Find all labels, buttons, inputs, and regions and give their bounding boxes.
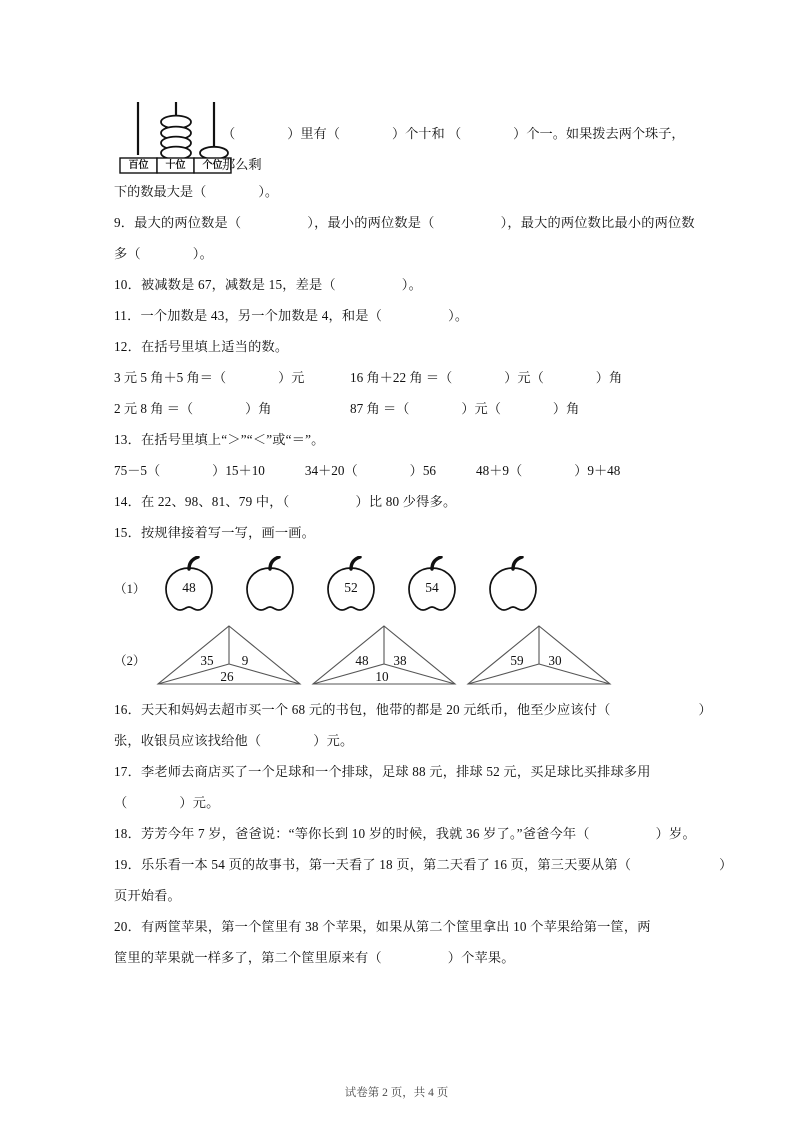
q12-r2-left-text: 2 元 8 角 ＝（	[114, 401, 194, 416]
q12-r2-right-text: 87 角 ＝（	[350, 401, 410, 416]
triangle-sequence	[154, 624, 614, 688]
q8-text-d: ）个一。如果拨去两个珠子，那么剩	[222, 126, 685, 172]
question-13-row	[114, 455, 690, 486]
question-19-line2: 页开始看。	[114, 888, 181, 903]
triangle-1-right: 9	[241, 653, 249, 668]
abacus-label-hundreds: 百位	[128, 160, 149, 171]
q8-text-a: （	[222, 126, 236, 141]
q18-text-a: 18．芳芳今年 7 岁，爸爸说：“等你长到 10 岁的时候，我就 36 岁了。”爸爸今年（	[114, 826, 590, 841]
q9-text-a: 9．最大的两位数是（	[114, 215, 242, 230]
q18-text-b: ）岁。	[655, 826, 696, 841]
q9-text-c: ），最大的两位数比最小的两位数	[500, 215, 695, 230]
q12-r1-left-end: ）元	[278, 370, 305, 385]
q16-text-c: 张，收银员应该找给他（	[114, 733, 262, 748]
question-8	[114, 96, 690, 207]
q8-text-b: ）里有（	[287, 126, 340, 141]
q12-r2-right-end: ）角	[552, 401, 580, 416]
question-9-line1	[114, 207, 695, 238]
q13-c3-right: ）9＋48	[574, 463, 621, 478]
question-16-line1	[114, 694, 712, 725]
question-17-line1: 17．李老师去商店买了一个足球和一个排球，足球 88 元，排球 52 元，买足球比买排球多用	[114, 764, 651, 779]
triangle-3-right: 30	[548, 653, 562, 668]
question-16-line2	[114, 725, 690, 756]
apple-item-3[interactable]	[320, 556, 382, 616]
q12-r2-right-mid: ）元（	[461, 401, 501, 416]
triangle-item-1[interactable]	[154, 624, 304, 688]
page-footer: 试卷第 2 页，共 4 页	[344, 1087, 449, 1099]
apple-value-3: 52	[344, 580, 358, 595]
q8-text-c: ）个十和 （	[391, 126, 462, 141]
q19-text-b: ）	[719, 857, 733, 872]
question-17-line2	[114, 787, 690, 818]
q12-r1-right-text: 16 角＋22 角 ＝（	[350, 370, 453, 385]
apple-sequence	[158, 556, 578, 618]
triangle-2-right: 38	[393, 653, 407, 668]
q19-text-a: 19．乐乐看一本 54 页的故事书，第一天看了 18 页，第二天看了 16 页，第三天要从第（	[114, 857, 632, 872]
triangle-item-2[interactable]	[309, 624, 459, 688]
q20-text-b: ）个苹果。	[447, 950, 515, 965]
q12-r2-left	[114, 393, 350, 424]
q16-text-b: ）	[698, 702, 712, 717]
question-12-title: 12．在括号里填上适当的数。	[114, 339, 289, 354]
q13-compare-3	[476, 455, 620, 486]
question-13-title: 13．在括号里填上“＞”“＜”或“＝”。	[114, 432, 325, 447]
apple-icon	[482, 556, 544, 616]
q14-text-b: ）比 80 少得多。	[355, 494, 457, 509]
q11-text-a: 11．一个加数是 43，另一个加数是 4，和是（	[114, 308, 383, 323]
q13-c3-left: 48＋9（	[476, 463, 523, 478]
q8-text-f: ）。	[258, 184, 279, 199]
triangle-1-left: 35	[200, 653, 214, 668]
question-14	[114, 486, 690, 517]
q14-text-a: 14．在 22、98、81、79 中，（	[114, 494, 290, 509]
question-9-line2	[114, 238, 690, 269]
question-10	[114, 269, 690, 300]
question-11	[114, 300, 690, 331]
q15-sub1-label: （1）	[114, 582, 146, 596]
q13-compare-1	[114, 455, 265, 486]
apple-icon	[239, 556, 301, 616]
q11-text-b: ）。	[448, 308, 469, 323]
q9-text-d: 多（	[114, 246, 141, 261]
apple-item-2[interactable]	[239, 556, 301, 616]
triangle-item-3[interactable]	[464, 624, 614, 688]
question-12-row-1	[114, 362, 690, 393]
q13-compare-2	[305, 455, 436, 486]
question-20-line1: 20．有两筐苹果，第一个筐里有 38 个苹果，如果从第二个筐里拿出 10 个苹果给第一筐，两	[114, 919, 651, 934]
apple-item-1[interactable]	[158, 556, 220, 616]
q8-text-e: 下的数最大是（	[114, 184, 207, 199]
q13-c1-left: 75－5（	[114, 463, 161, 478]
question-8-line1	[222, 118, 692, 180]
triangle-icon	[464, 624, 614, 688]
q12-r1-left	[114, 362, 350, 393]
question-20-line2	[114, 942, 690, 973]
question-12-row-2	[114, 393, 690, 424]
q16-text-a: 16．天天和妈妈去超市买一个 68 元的书包，他带的都是 20 元纸币，他至少应该付（	[114, 702, 611, 717]
question-19-line1	[114, 849, 733, 880]
triangle-3-left: 59	[510, 653, 524, 668]
q12-r1-right-mid: ）元（	[504, 370, 544, 385]
triangle-1-bottom: 26	[220, 669, 234, 684]
question-15-title: 15．按规律接着写一写，画一画。	[114, 525, 316, 540]
worksheet-content	[114, 96, 733, 973]
question-15-sub1	[114, 556, 690, 618]
apple-item-5[interactable]	[482, 556, 544, 616]
q16-text-d: ）元。	[313, 733, 354, 748]
q10-text-a: 10．被减数是 67，减数是 15，差是（	[114, 277, 336, 292]
q15-sub2-label: （2）	[114, 654, 146, 668]
q12-r1-left-text: 3 元 5 角＋5 角＝（	[114, 370, 227, 385]
abacus-label-ones: 个位	[202, 160, 223, 171]
abacus-figure	[118, 98, 234, 174]
triangle-2-left: 48	[355, 653, 369, 668]
q17-text-a: （	[114, 795, 128, 810]
q9-text-e: ）。	[192, 246, 213, 261]
question-18	[114, 818, 696, 849]
q17-text-b: ）元。	[179, 795, 220, 810]
triangle-2-bottom: 10	[375, 669, 389, 684]
q13-c1-right: ）15＋10	[212, 463, 265, 478]
apple-value-4: 54	[425, 580, 439, 595]
apple-value-1: 48	[182, 580, 196, 595]
q12-r2-left-end: ）角	[245, 401, 272, 416]
q10-text-b: ）。	[401, 277, 422, 292]
apple-item-4[interactable]	[401, 556, 463, 616]
q13-c2-left: 34＋20（	[304, 463, 358, 478]
question-15-sub2	[114, 624, 690, 688]
q13-c2-right: ）56	[409, 463, 437, 478]
q12-r1-right-end: ）角	[595, 370, 623, 385]
q9-text-b: ），最小的两位数是（	[307, 215, 435, 230]
q20-text-a: 筐里的苹果就一样多了，第二个筐里原来有（	[114, 950, 382, 965]
abacus-label-tens: 十位	[165, 160, 186, 171]
